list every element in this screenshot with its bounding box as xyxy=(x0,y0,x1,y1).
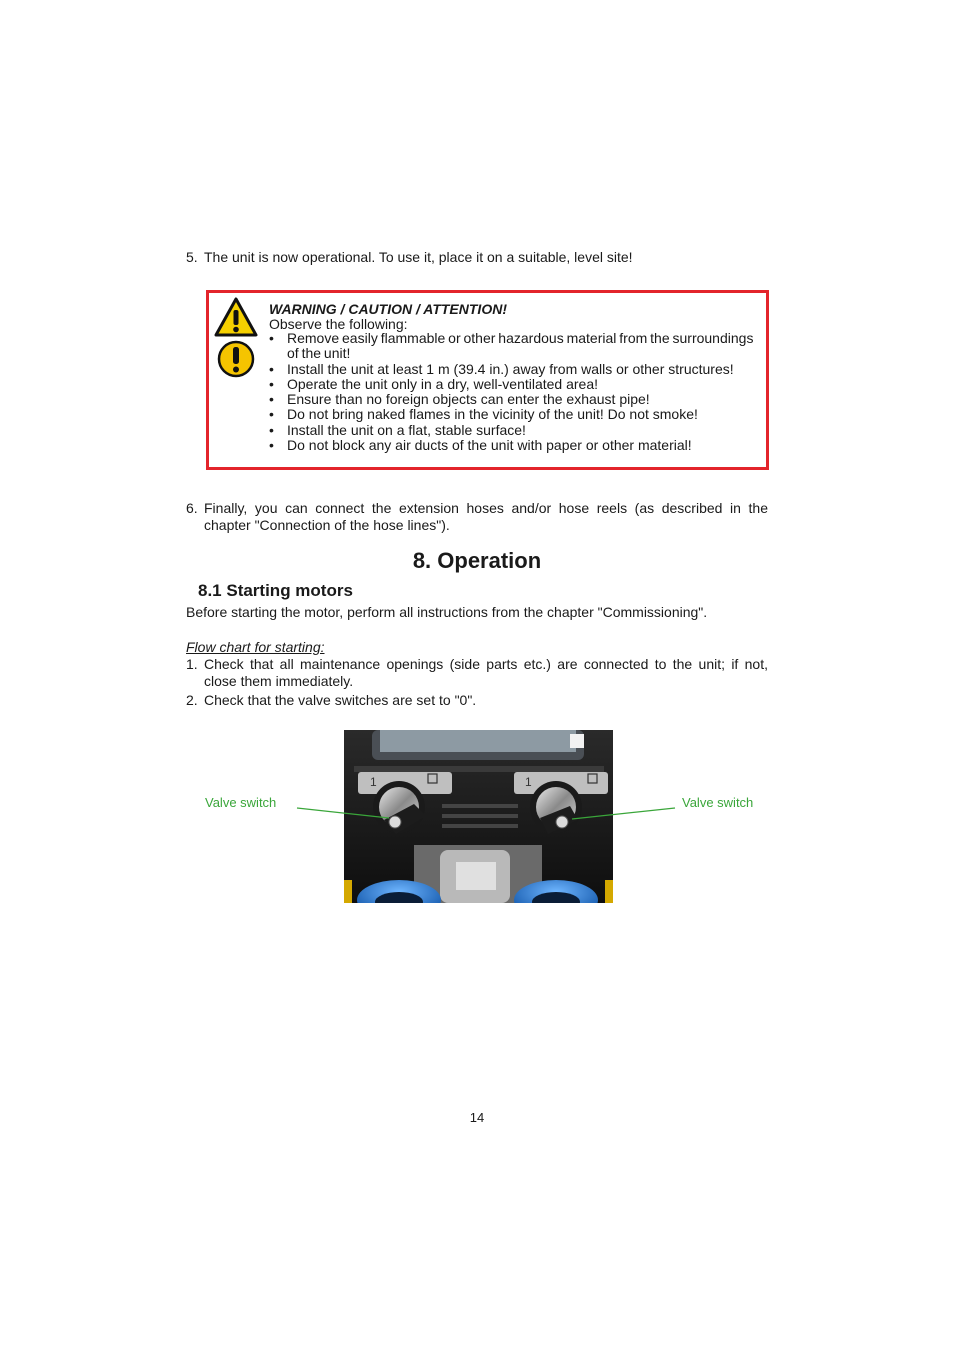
step-number: 5. xyxy=(186,249,198,265)
warning-intro: Observe the following: xyxy=(269,316,408,332)
warning-item: • Ensure than no foreign objects can enter the exhaust pipe! xyxy=(269,391,650,408)
step-text: Check that all maintenance openings (side parts etc.) are connected to the unit; if not, close them immediately. xyxy=(204,656,768,689)
intro-text: Before starting the motor, perform all instructions from the chapter "Commissioning". xyxy=(186,604,708,620)
exclamation-circle-icon xyxy=(217,340,255,378)
warning-title: WARNING / CAUTION / ATTENTION! xyxy=(269,301,507,317)
step-number: 6. xyxy=(186,500,198,516)
subsection-title: 8.1 Starting motors xyxy=(198,581,353,600)
warning-item: • Remove easily flammable or other hazardous material from the surroundings of the unit! xyxy=(269,330,754,362)
warning-item: • Do not block any air ducts of the unit with paper or other material! xyxy=(269,437,692,454)
leader-lines xyxy=(290,800,690,830)
warning-item: • Operate the unit only in a dry, well-ventilated area! xyxy=(269,375,599,392)
flow-chart-heading: Flow chart for starting: xyxy=(186,639,325,655)
flow-step-1 xyxy=(186,656,768,690)
switch-mark-1: 1 xyxy=(370,775,377,789)
step-text: The unit is now operational. To use it, place it on a suitable, level site! xyxy=(204,249,633,265)
step-5 xyxy=(186,249,768,266)
valve-switch-label-left: Valve switch xyxy=(205,795,277,810)
warning-list xyxy=(269,331,759,453)
step-number: 1. xyxy=(186,656,198,672)
leader-line-right xyxy=(572,808,675,819)
warning-box xyxy=(206,290,769,470)
step-text: Finally, you can connect the extension hoses and/or hose reels (as described in the chapter "Connection of the hose lines"). xyxy=(204,500,768,533)
valve-switch-label-right: Valve switch xyxy=(682,795,754,810)
warning-triangle-icon xyxy=(214,297,258,337)
switch-mark-1: 1 xyxy=(525,775,532,789)
step-6 xyxy=(186,500,768,534)
page-number: 14 xyxy=(469,1110,485,1125)
step-text: Check that the valve switches are set to "0". xyxy=(204,692,477,708)
section-title: 8. Operation xyxy=(412,548,542,573)
flow-step-2 xyxy=(186,692,768,709)
leader-line-left xyxy=(297,808,389,818)
warning-item: • Do not bring naked flames in the vicinity of the unit! Do not smoke! xyxy=(269,406,698,423)
warning-item: • Install the unit on a flat, stable surface! xyxy=(269,421,526,438)
step-number: 2. xyxy=(186,692,198,708)
warning-item: • Install the unit at least 1 m (39.4 in.) away from walls or other structures! xyxy=(269,360,734,377)
